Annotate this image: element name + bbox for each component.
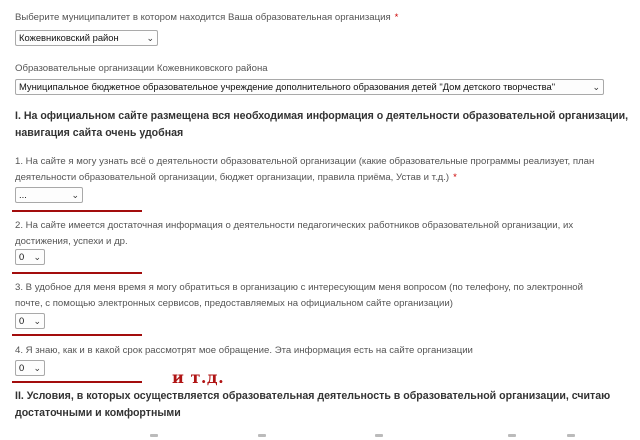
question-3 [15,280,583,312]
municipality-select[interactable] [15,30,158,46]
organization-select[interactable] [15,79,604,95]
chevron-down-icon: ⌄ [71,190,79,200]
section-1-title-line2: навигация сайта очень удобная [15,127,184,139]
annotation-etc: и т.д. [172,368,225,387]
section-1-title [15,108,628,142]
question-2 [15,218,573,250]
question-1-select[interactable] [15,187,83,203]
required-mark: * [394,12,399,23]
question-4-line1: 4. Я знаю, как и в какой срок рассмотрят мое обращение. Эта информация есть на сайте организации [15,345,473,356]
municipality-label-text: Выберите муниципалитет в котором находится Ваша образовательная организация [15,12,391,23]
question-2-line1: 2. На сайте имеется достаточная информация о деятельности педагогических работников образовательной организации, их [15,220,574,231]
chevron-down-icon: ⌄ [33,363,41,373]
chevron-down-icon: ⌄ [33,252,41,262]
question-1-line2 [15,170,594,186]
municipality-select-value: Кожевниковский район [19,32,119,43]
question-3-select-value: 0 [19,315,25,326]
chevron-down-icon: ⌄ [592,82,600,92]
question-2-line2: достижения, успехи и др. [15,236,128,247]
question-2-select[interactable] [15,249,45,265]
question-4-select[interactable] [15,360,45,376]
red-underline [12,210,142,212]
question-3-line2: почте, с помощью электронных сервисов, предоставляемых на официальном сайте организации) [15,298,453,309]
chevron-down-icon: ⌄ [33,316,41,326]
question-3-line1: 3. В удобное для меня время я могу обратиться в организацию с интересующим меня вопросом (по телефону, по электронной [15,282,583,293]
section-1-title-line1: I. На официальном сайте размещена вся необходимая информация о деятельности образовательной организации, [15,110,629,122]
question-4-select-value: 0 [19,362,25,373]
section-2-title [15,388,610,422]
question-4 [15,343,473,359]
municipality-label [15,10,398,26]
question-2-select-value: 0 [19,251,25,262]
organization-select-value: Муниципальное бюджетное образовательное учреждение дополнительного образования детей "Дом детского творчества" [19,81,556,92]
required-mark: * [453,172,457,183]
section-2-title-line1: II. Условия, в которых осуществляется образовательная деятельность в образовательной организации, считаю [15,390,611,402]
red-underline [12,272,142,274]
red-underline [12,334,142,336]
question-3-select[interactable] [15,313,45,329]
question-1-select-value: ... [19,189,27,200]
chevron-down-icon: ⌄ [146,33,154,43]
question-1 [15,154,594,186]
section-2-title-line2: достаточными и комфортными [15,407,181,419]
question-1-line2-text: деятельности образовательной организации, бюджет организации, правила приёма, Устав и т.д.) [15,172,450,183]
question-1-line1: 1. На сайте я могу узнать всё о деятельности образовательной организации (какие образовательные программы реализует, план [15,156,595,167]
red-underline [12,381,142,383]
organization-label: Образовательные организации Кожевниковского района [15,63,268,74]
clipped-text-row [0,434,640,440]
